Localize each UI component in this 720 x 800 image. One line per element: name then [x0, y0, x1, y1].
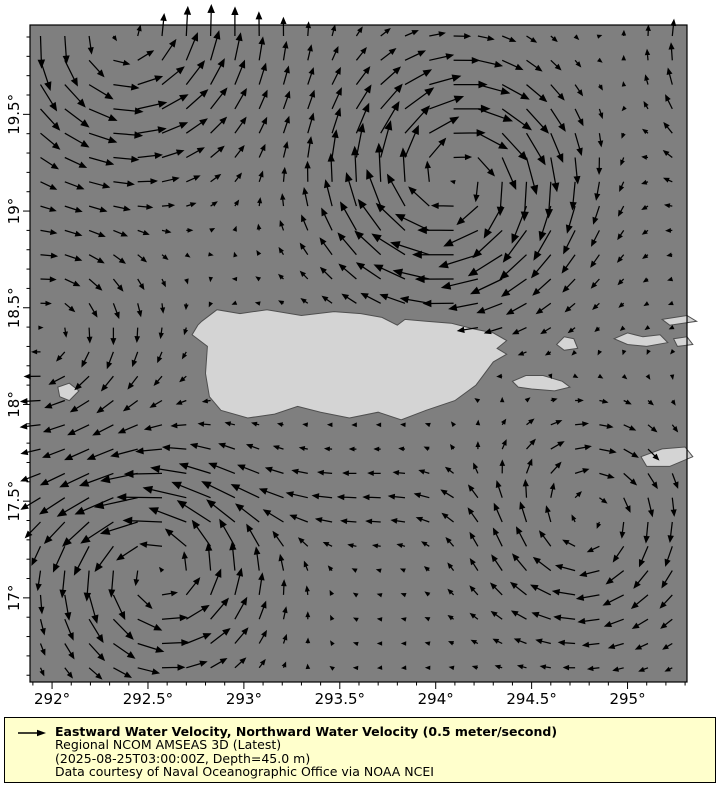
island-st-john — [674, 337, 693, 347]
legend-timestamp-line: (2025-08-25T03:00:00Z, Depth=45.0 m) — [55, 750, 311, 766]
velocity-key-arrow-icon — [17, 728, 47, 738]
legend-model-line: Regional NCOM AMSEAS 3D (Latest) — [55, 737, 282, 753]
legend-attribution-line: Data courtesy of Naval Oceanographic Office via NOAA NCEI — [55, 764, 434, 780]
x-tick-label: 294° — [417, 690, 454, 709]
y-tick-label: 19.5° — [5, 93, 23, 135]
y-tick-label: 18.5° — [5, 287, 23, 329]
x-tick-label: 294.5° — [506, 690, 557, 709]
y-tick-label: 17.5° — [5, 480, 23, 522]
legend-title: Eastward Water Velocity, Northward Water Velocity (0.5 meter/second) — [55, 724, 558, 739]
y-tick-label: 17° — [5, 584, 23, 612]
x-tick-label: 292.5° — [122, 690, 174, 709]
x-tick-label: 293.5° — [314, 690, 366, 709]
x-tick-label: 295° — [609, 690, 646, 709]
legend-box — [4, 717, 716, 783]
y-tick-label: 19° — [5, 197, 23, 225]
x-tick-label: 293° — [225, 690, 262, 709]
x-tick-label: 292° — [33, 690, 71, 709]
y-tick-label: 18° — [5, 391, 23, 418]
